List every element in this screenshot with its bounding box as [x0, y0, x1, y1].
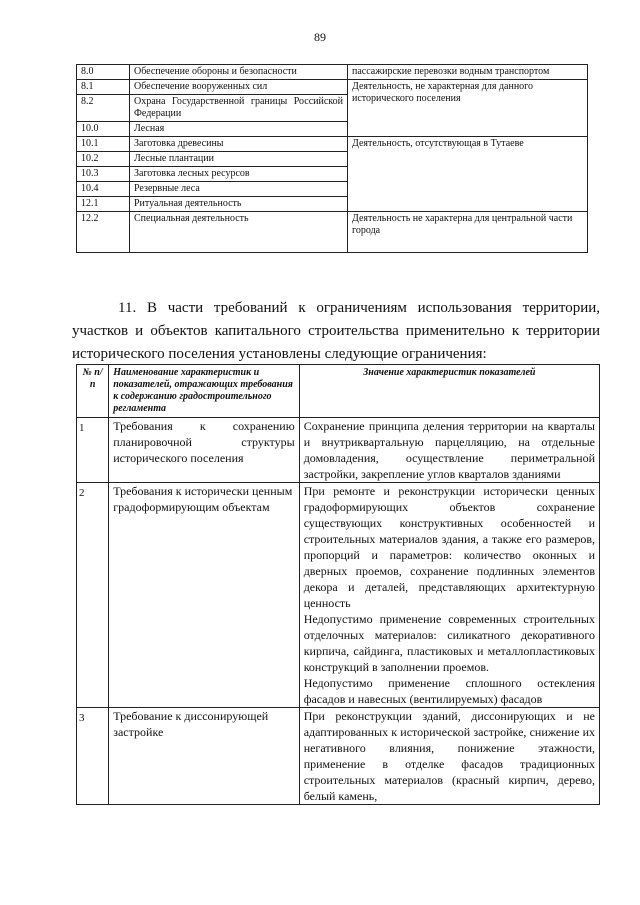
paragraph-text: 11. В части требований к ограничениям использования территории, участков и объектов капитального строительства применительно к территории исторического поселения установлены следующие ограничения:: [72, 300, 600, 362]
row-value: [299, 483, 599, 708]
note-cell: пассажирские перевозки водным транспортом: [348, 65, 588, 80]
paragraph-11: [72, 297, 600, 366]
page-number: 89: [314, 30, 326, 44]
row-number: 2: [77, 483, 109, 708]
row-name: Требование к диссонирующей застройке: [109, 708, 299, 805]
code-cell: 10.3: [77, 167, 130, 182]
code-cell: 8.1: [77, 80, 130, 95]
row-number: 1: [77, 418, 109, 483]
name-cell: Охрана Государственной границы Российской Федерации: [130, 95, 348, 122]
header-name: Наименование характеристик и показателей, отражающих требования к содержанию градостроительного регламента: [109, 365, 299, 418]
note-cell: Деятельность, не характерная для данного исторического поселения: [348, 80, 588, 137]
name-cell: Лесные плантации: [130, 152, 348, 167]
header-value: Значение характеристик показателей: [299, 365, 599, 418]
value-paragraph: При реконструкции зданий, диссонирующих и не адаптированных к исторической застройке, снижение их негативного влияния, понижение этажности, применение в отделке фасадов традиционных строительных материалов (красный кирпич, дерево, белый камень,: [303, 709, 595, 803]
table-header-row: [77, 365, 600, 418]
note-cell: Деятельность, отсутствующая в Тутаеве: [348, 137, 588, 212]
row-value: [299, 418, 599, 483]
code-cell: 12.2: [77, 212, 130, 253]
row-name: Требования к сохранению планировочной структуры исторического поселения: [109, 418, 299, 483]
table-row: [77, 212, 588, 253]
requirements-table: [76, 364, 600, 805]
value-paragraph: Сохранение принципа деления территории на кварталы и внутриквартальную парцелляцию, на отдельные домовладения, осуществление периметральной застройки, закрепление углов кварталов зданиями: [303, 419, 595, 481]
value-paragraph: При ремонте и реконструкции исторически ценных градоформирующих объектов сохранение существующих конструктивных особенностей и строительных материалов здания, а также его размеров, пропорций и параметров: количество оконных и дверных проемов, сохранение подлинных элементов декора и деталей, представляющих архитектурную ценность: [303, 484, 595, 610]
name-cell: Резервные леса: [130, 182, 348, 197]
name-cell: Заготовка древесины: [130, 137, 348, 152]
note-cell: Деятельность не характерна для центральной части города: [348, 212, 588, 253]
activity-table: [76, 64, 588, 253]
name-cell: Обеспечение вооруженных сил: [130, 80, 348, 95]
value-paragraph: Недопустимо применение сплошного остекления фасадов и навесных (вентилируемых) фасадов: [303, 676, 595, 706]
row-number: 3: [77, 708, 109, 805]
header-number: № п/п: [77, 365, 109, 418]
name-cell: Заготовка лесных ресурсов: [130, 167, 348, 182]
code-cell: 10.0: [77, 122, 130, 137]
name-cell: Обеспечение обороны и безопасности: [130, 65, 348, 80]
table-row: [77, 418, 600, 483]
name-cell: Ритуальная деятельность: [130, 197, 348, 212]
table-row: [77, 80, 588, 95]
row-name: Требования к исторически ценным градоформирующим объектам: [109, 483, 299, 708]
name-cell: Лесная: [130, 122, 348, 137]
table-row: [77, 137, 588, 152]
table-row: [77, 483, 600, 708]
name-cell: Специальная деятельность: [130, 212, 348, 253]
code-cell: 10.2: [77, 152, 130, 167]
code-cell: 10.1: [77, 137, 130, 152]
code-cell: 10.4: [77, 182, 130, 197]
table-row: [77, 708, 600, 805]
code-cell: 8.0: [77, 65, 130, 80]
table-row: [77, 65, 588, 80]
code-cell: 8.2: [77, 95, 130, 122]
code-cell: 12.1: [77, 197, 130, 212]
row-value: [299, 708, 599, 805]
value-paragraph: Недопустимо применение современных строительных отделочных материалов: силикатного декоративного кирпича, сайдинга, пластиковых и металлопластиковых конструкций в заполнении проемов.: [303, 612, 595, 674]
